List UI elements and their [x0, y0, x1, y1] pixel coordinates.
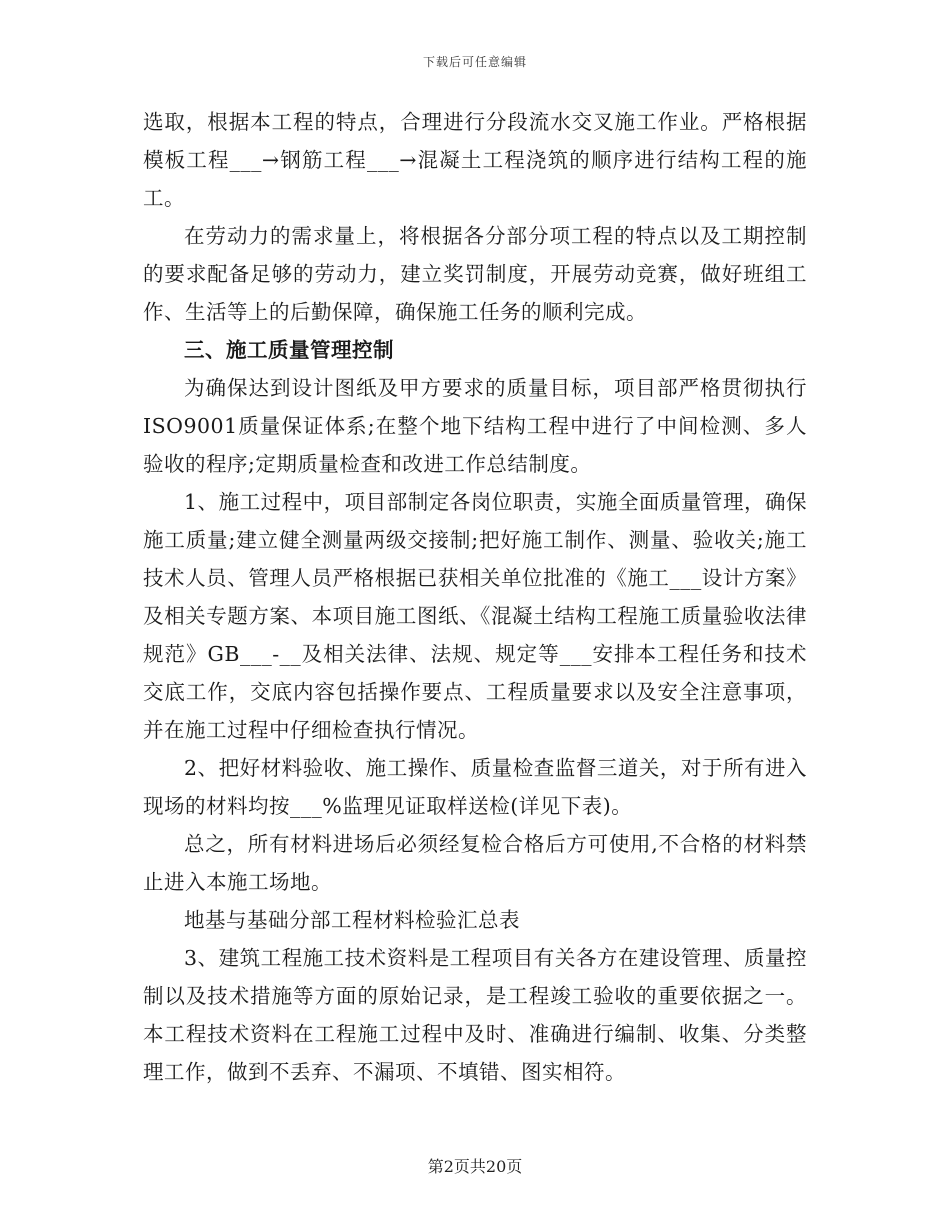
table-caption: 地基与基础分部工程材料检验汇总表: [184, 908, 520, 932]
page-number: 第2页共20页: [427, 1157, 523, 1176]
paragraph-7: 3、建筑工程施工技术资料是工程项目有关各方在建设管理、质量控制以及技术措施等方面的原始记录，是工程竣工验收的重要依据之一。本工程技术资料在工程施工过程中及时、准确进行编制、收集、分类整理工作，做到不丢弃、不漏项、不填错、图实相符。: [143, 946, 807, 1084]
document-body: [143, 103, 807, 1091]
page-header: 下载后可任意编辑: [422, 55, 527, 69]
paragraph-3: 为确保达到设计图纸及甲方要求的质量目标，项目部严格贯彻执行ISO9001质量保证体系;在整个地下结构工程中进行了中间检测、多人验收的程序;定期质量检查和改进工作总结制度。: [143, 376, 807, 476]
paragraph-2: 在劳动力的需求量上，将根据各分部分项工程的特点以及工期控制的要求配备足够的劳动力，建立奖罚制度，开展劳动竞赛，做好班组工作、生活等上的后勤保障，确保施工任务的顺利完成。: [143, 224, 807, 324]
section-heading: 三、施工质量管理控制: [184, 338, 394, 362]
paragraph-5: 2、把好材料验收、施工操作、质量检查监督三道关，对于所有进入现场的材料均按___%监理见证取样送检(详见下表)。: [143, 756, 807, 818]
paragraph-4: 1、施工过程中，项目部制定各岗位职责，实施全面质量管理，确保施工质量;建立健全测量两级交接制;把好施工制作、测量、验收关;施工技术人员、管理人员严格根据已获相关单位批准的《施工___设计方案》及相关专题方案、本项目施工图纸、《混凝土结构工程施工质量验收法律规范》GB___-__及相关法律、法规、规定等___安排本工程任务和技术交底工作，交底内容包括操作要点、工程质量要求以及安全注意事项，并在施工过程中仔细检查执行情况。: [143, 490, 807, 742]
paragraph-1: 选取，根据本工程的特点，合理进行分段流水交叉施工作业。严格根据模板工程___→钢筋工程___→混凝土工程浇筑的顺序进行结构工程的施工。: [143, 110, 807, 210]
paragraph-6: 总之，所有材料进场后必须经复检合格后方可使用,不合格的材料禁止进入本施工场地。: [143, 832, 807, 894]
